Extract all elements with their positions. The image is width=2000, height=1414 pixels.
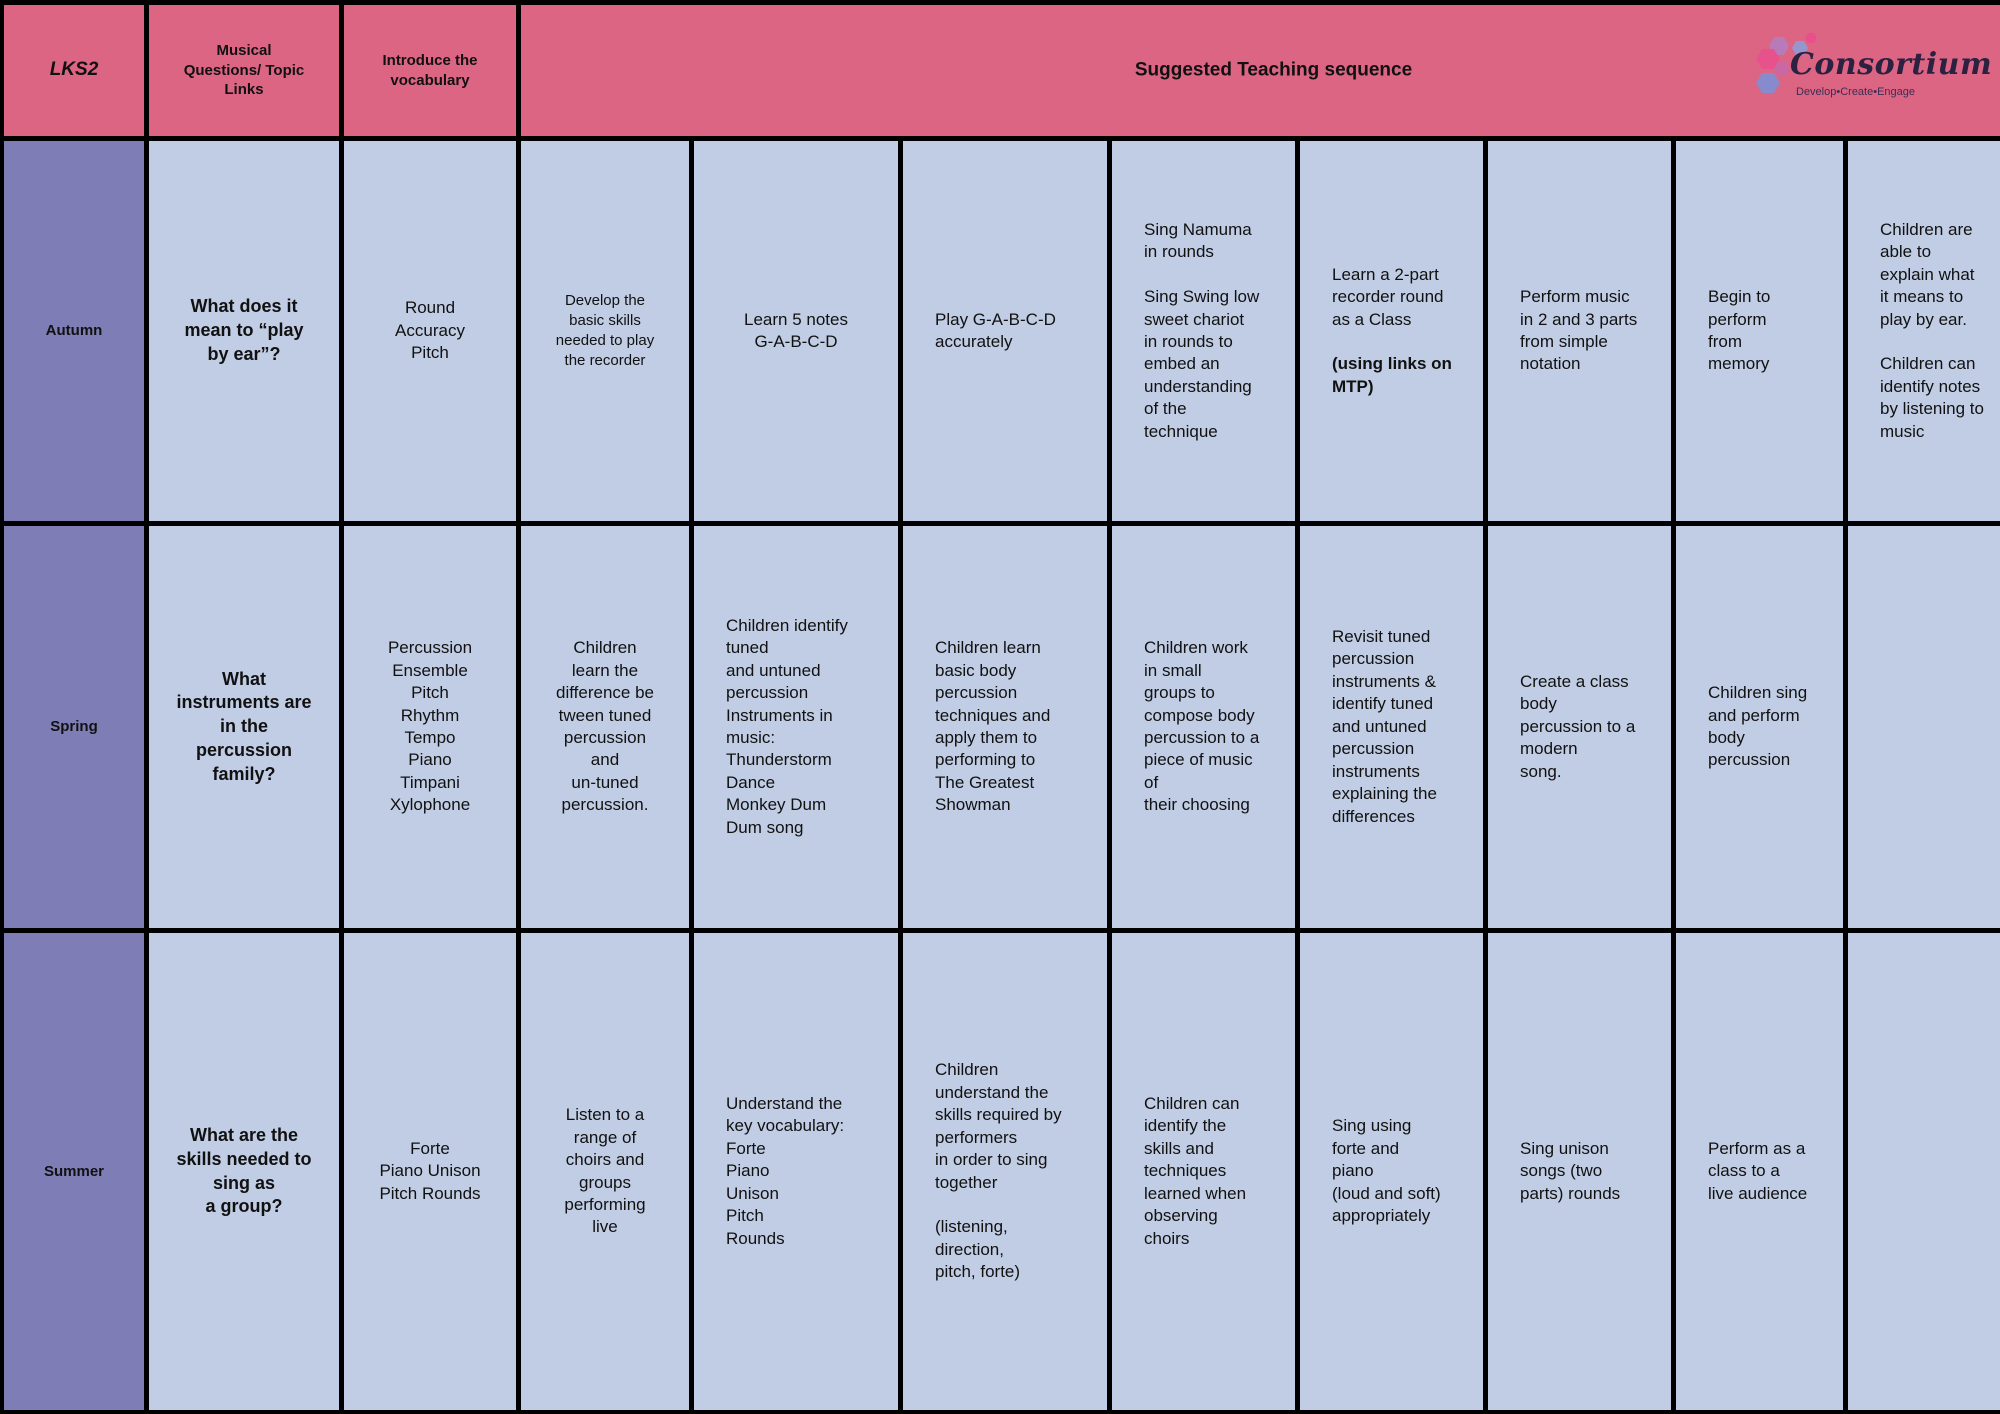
questions-header: Musical Questions/ Topic Links xyxy=(149,5,339,136)
step-cell xyxy=(1848,526,2000,928)
sequence-header xyxy=(521,5,2000,136)
term-spring: Spring xyxy=(4,526,144,928)
step-cell: Perform as a class to a live audience xyxy=(1676,933,1843,1410)
step-cell: Listen to a range of choirs and groups performing live xyxy=(521,933,689,1410)
vocabulary-cell: Percussion Ensemble Pitch Rhythm Tempo Piano Timpani Xylophone xyxy=(344,526,516,928)
step-cell: Sing unison songs (two parts) rounds xyxy=(1488,933,1671,1410)
step-cell: Children work in small groups to compose body percussion to a piece of music of their choosing xyxy=(1112,526,1295,928)
step-cell: Children identify tuned and untuned percussion Instruments in music: Thunderstorm Dance Monkey Dum Dum song xyxy=(694,526,898,928)
question-cell: What does it mean to “play by ear”? xyxy=(149,141,339,521)
step-cell: Children can identify the skills and techniques learned when observing choirs xyxy=(1112,933,1295,1410)
step-cell: Children are able to explain what it means to play by ear. Children can identify notes by listening to music xyxy=(1848,141,2000,521)
step-cell: Sing using forte and piano (loud and soft) appropriately xyxy=(1300,933,1483,1410)
consortium-logo xyxy=(1756,31,1993,111)
step-cell: Play G-A-B-C-D accurately xyxy=(903,141,1107,521)
step-cell: Sing Namuma in rounds Sing Swing low sweet chariot in rounds to embed an understanding of the technique xyxy=(1112,141,1295,521)
step-cell: Children sing and perform body percussion xyxy=(1676,526,1843,928)
step-cell: Children learn the difference be tween tuned percussion and un-tuned percussion. xyxy=(521,526,689,928)
step-cell: Understand the key vocabulary: Forte Piano Unison Pitch Rounds xyxy=(694,933,898,1410)
step-cell: Revisit tuned percussion instruments & identify tuned and untuned percussion instruments explaining the differences xyxy=(1300,526,1483,928)
question-cell: What instruments are in the percussion family? xyxy=(149,526,339,928)
step-cell xyxy=(1300,141,1483,521)
step-cell: Develop the basic skills needed to play the recorder xyxy=(521,141,689,521)
step-cell: Children understand the skills required by performers in order to sing together (listening, direction, pitch, forte) xyxy=(903,933,1107,1410)
step-cell xyxy=(1848,933,2000,1410)
step-cell: Begin to perform from memory xyxy=(1676,141,1843,521)
vocabulary-cell: Round Accuracy Pitch xyxy=(344,141,516,521)
step-cell: Perform music in 2 and 3 parts from simple notation xyxy=(1488,141,1671,521)
term-summer: Summer xyxy=(4,933,144,1410)
step-cell: Create a class body percussion to a modern song. xyxy=(1488,526,1671,928)
vocabulary-header: Introduce the vocabulary xyxy=(344,5,516,136)
step-text: Learn a 2-part recorder round as a Class xyxy=(1332,264,1444,329)
step-cell: Children learn basic body percussion techniques and apply them to performing to The Greatest Showman xyxy=(903,526,1107,928)
logo-wordmark: Consortium xyxy=(1790,47,1993,82)
logo-tagline: Develop•Create•Engage xyxy=(1796,86,1916,98)
question-cell: What are the skills needed to sing as a group? xyxy=(149,933,339,1410)
term-autumn: Autumn xyxy=(4,141,144,521)
step-cell: Learn 5 notes G-A-B-C-D xyxy=(694,141,898,521)
stage-header: LKS2 xyxy=(4,5,144,136)
vocabulary-cell: Forte Piano Unison Pitch Rounds xyxy=(344,933,516,1410)
sequence-title: Suggested Teaching sequence xyxy=(1134,59,1413,81)
step-note: (using links on MTP) xyxy=(1332,354,1452,396)
